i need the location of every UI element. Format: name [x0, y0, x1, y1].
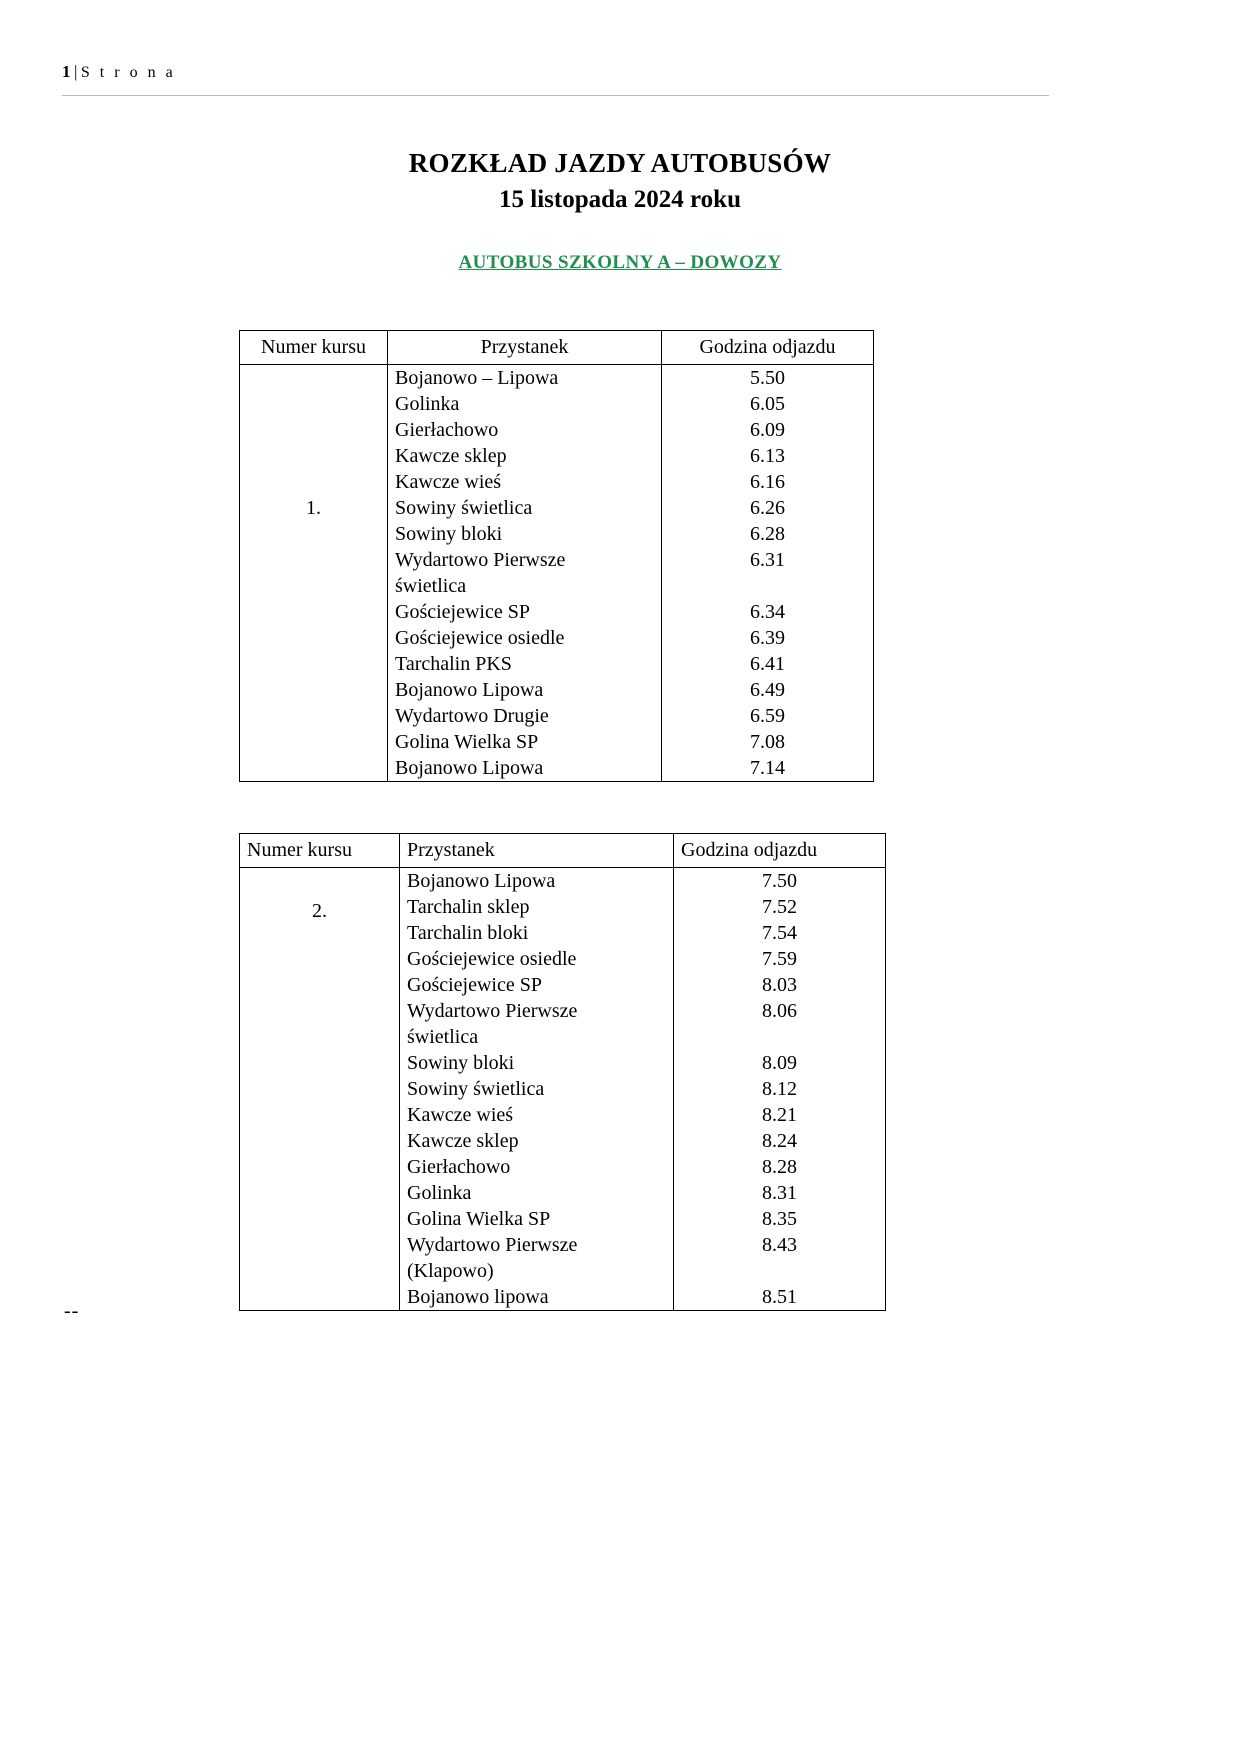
stop-name: Gierłachowo [395, 419, 499, 441]
departure-time: 7.54 [762, 922, 797, 944]
departure-time: 7.50 [762, 870, 797, 892]
departure-time: 8.12 [762, 1078, 797, 1100]
table-row [240, 365, 874, 782]
stop-name: Gościejewice SP [407, 974, 542, 996]
stop-name: Bojanowo lipowa [407, 1286, 549, 1308]
stop-name: Kawcze wieś [407, 1104, 514, 1126]
schedule-table-course-1 [239, 330, 874, 782]
header-page-number: 1 [62, 62, 71, 81]
departure-time: 6.31 [750, 549, 785, 571]
stop-name: Tarchalin bloki [407, 922, 529, 944]
stop-name: Wydartowo Pierwsze [395, 549, 566, 571]
departure-time: 8.21 [762, 1104, 797, 1126]
departure-time: 6.41 [750, 653, 785, 675]
departure-time: 8.09 [762, 1052, 797, 1074]
column-header-number: Numer kursu [240, 331, 388, 365]
course-number: 1. [306, 497, 321, 519]
stop-name: Sowiny świetlica [395, 497, 533, 519]
stop-name: Golina Wielka SP [395, 731, 539, 753]
page-title: ROZKŁAD JAZDY AUTOBUSÓW [408, 148, 832, 178]
table-header-row [240, 331, 874, 365]
stop-name: Tarchalin PKS [395, 653, 512, 675]
stop-name: świetlica [407, 1026, 479, 1048]
departure-time: 8.06 [762, 1000, 797, 1022]
column-header-stop: Przystanek [388, 331, 662, 365]
departure-time: 7.14 [750, 757, 785, 779]
departure-time: 6.13 [750, 445, 785, 467]
stop-name: świetlica [395, 575, 467, 597]
footer-mark: -- [64, 1300, 80, 1322]
departure-time: 8.03 [762, 974, 797, 996]
page-subtitle: 15 listopada 2024 roku [499, 186, 741, 213]
course-number-cell [240, 868, 400, 1311]
departure-time: 6.59 [750, 705, 785, 727]
stops-cell [388, 365, 662, 782]
stop-name: Bojanowo Lipowa [407, 870, 556, 892]
stop-name: Wydartowo Drugie [395, 705, 549, 727]
column-header-stop: Przystanek [400, 834, 674, 868]
course-number-cell [240, 365, 388, 782]
stop-name: Gościejewice osiedle [407, 948, 577, 970]
stop-name: Bojanowo – Lipowa [395, 367, 559, 389]
departure-time-empty [662, 573, 873, 599]
stop-name: Sowiny bloki [395, 523, 503, 545]
stop-name: Wydartowo Pierwsze [407, 1000, 578, 1022]
times-cell [674, 868, 886, 1311]
departure-time: 8.28 [762, 1156, 797, 1178]
stop-name: Kawcze sklep [395, 445, 507, 467]
departure-time-empty [674, 1024, 885, 1050]
table-row [240, 868, 886, 1311]
stop-name: Gościejewice SP [395, 601, 530, 623]
stops-cell [400, 868, 674, 1311]
departure-time: 6.28 [750, 523, 785, 545]
stop-name: Gościejewice osiedle [395, 627, 565, 649]
departure-time: 6.09 [750, 419, 785, 441]
stop-name: Gierłachowo [407, 1156, 511, 1178]
departure-time: 5.50 [750, 367, 785, 389]
departure-time: 7.52 [762, 896, 797, 918]
departure-time: 8.31 [762, 1182, 797, 1204]
page-header [62, 62, 1049, 96]
stop-name: Wydartowo Pierwsze [407, 1234, 578, 1256]
section-title: AUTOBUS SZKOLNY A – DOWOZY [458, 252, 782, 273]
course-number: 2. [312, 900, 327, 922]
departure-time: 6.49 [750, 679, 785, 701]
stop-name: Golinka [395, 393, 460, 415]
stop-name: Sowiny bloki [407, 1052, 515, 1074]
departure-time: 8.24 [762, 1130, 797, 1152]
stop-name: Kawcze sklep [407, 1130, 519, 1152]
column-header-number: Numer kursu [240, 834, 400, 868]
times-cell [662, 365, 874, 782]
departure-time: 6.39 [750, 627, 785, 649]
stop-name: Bojanowo Lipowa [395, 757, 544, 779]
header-page-indicator [62, 62, 1049, 82]
stop-name: Bojanowo Lipowa [395, 679, 544, 701]
departure-time: 6.26 [750, 497, 785, 519]
departure-time: 7.59 [762, 948, 797, 970]
stop-name: (Klapowo) [407, 1260, 494, 1282]
stop-name: Tarchalin sklep [407, 896, 530, 918]
stop-name: Golinka [407, 1182, 472, 1204]
stop-name: Kawcze wieś [395, 471, 502, 493]
departure-time: 7.08 [750, 731, 785, 753]
header-strona-label: S t r o n a [80, 64, 176, 81]
departure-time: 6.16 [750, 471, 785, 493]
header-separator: | [74, 62, 78, 81]
stop-name: Golina Wielka SP [407, 1208, 551, 1230]
column-header-time: Godzina odjazdu [662, 331, 874, 365]
stop-name: Sowiny świetlica [407, 1078, 545, 1100]
departure-time-empty [674, 1258, 885, 1284]
departure-time: 6.34 [750, 601, 785, 623]
departure-time: 6.05 [750, 393, 785, 415]
schedule-table-course-2 [239, 833, 886, 1311]
departure-time: 8.43 [762, 1234, 797, 1256]
departure-time: 8.35 [762, 1208, 797, 1230]
column-header-time: Godzina odjazdu [674, 834, 886, 868]
table-header-row [240, 834, 886, 868]
departure-time: 8.51 [762, 1286, 797, 1308]
